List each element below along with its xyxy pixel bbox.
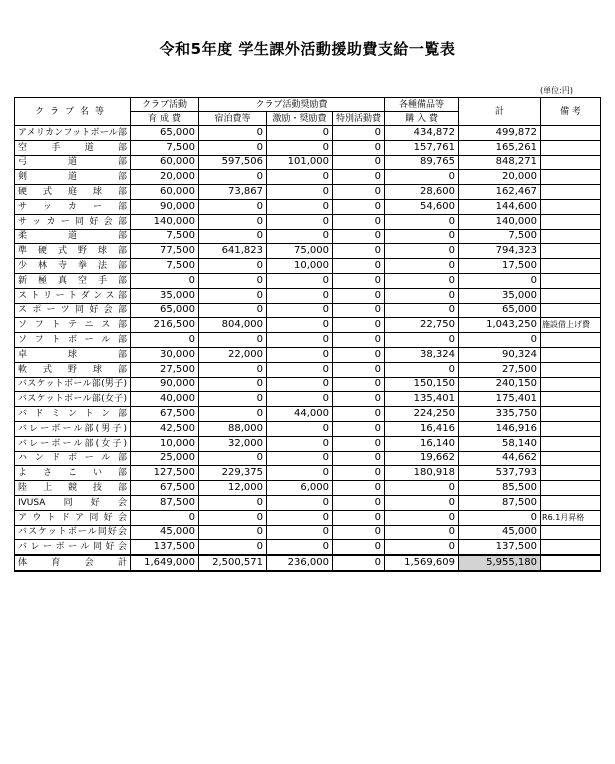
equipment-cell: 0 — [385, 273, 459, 288]
club-name-cell: バレーボール同好会 — [15, 540, 131, 555]
club-name-cell: 準硬式野球部 — [15, 244, 131, 259]
special-cell: 0 — [333, 510, 385, 525]
encourage-cell: 0 — [267, 436, 333, 451]
table-row — [15, 407, 601, 422]
equipment-cell: 434,872 — [385, 126, 459, 141]
special-cell: 0 — [333, 214, 385, 229]
total-cell: 137,500 — [459, 540, 541, 555]
total-activity-cell: 1,649,000 — [131, 555, 199, 571]
encourage-cell: 0 — [267, 451, 333, 466]
activity-cell: 0 — [131, 510, 199, 525]
header-equipment-top: 各種備品等 — [385, 98, 459, 112]
total-cell: 144,600 — [459, 199, 541, 214]
table-row — [15, 377, 601, 392]
equipment-cell: 22,750 — [385, 318, 459, 333]
grand-total-cell: 5,955,180 — [459, 555, 541, 571]
note-cell — [541, 140, 601, 155]
note-cell: R6.1月昇格 — [541, 510, 601, 525]
equipment-cell: 135,401 — [385, 392, 459, 407]
equipment-cell: 0 — [385, 525, 459, 540]
table-row — [15, 481, 601, 496]
special-cell: 0 — [333, 525, 385, 540]
note-cell — [541, 333, 601, 348]
equipment-cell: 19,662 — [385, 451, 459, 466]
encourage-cell: 6,000 — [267, 481, 333, 496]
encourage-cell: 0 — [267, 170, 333, 185]
header-club-name: クラブ名等 — [15, 98, 131, 126]
special-cell: 0 — [333, 495, 385, 510]
note-cell — [541, 407, 601, 422]
encourage-cell: 0 — [267, 347, 333, 362]
total-cell: 45,000 — [459, 525, 541, 540]
lodging-cell: 229,375 — [199, 466, 267, 481]
club-name-cell: ソフトテニス部 — [15, 318, 131, 333]
activity-cell: 65,000 — [131, 303, 199, 318]
special-cell: 0 — [333, 199, 385, 214]
total-cell: 35,000 — [459, 288, 541, 303]
note-cell — [541, 525, 601, 540]
table-row — [15, 214, 601, 229]
equipment-cell: 0 — [385, 510, 459, 525]
table-row — [15, 288, 601, 303]
equipment-cell: 180,918 — [385, 466, 459, 481]
table-row — [15, 259, 601, 274]
total-cell: 499,872 — [459, 126, 541, 141]
total-cell: 20,000 — [459, 170, 541, 185]
equipment-cell: 157,761 — [385, 140, 459, 155]
header-note: 備 考 — [541, 98, 601, 126]
note-cell — [541, 126, 601, 141]
activity-cell: 216,500 — [131, 318, 199, 333]
table-row — [15, 170, 601, 185]
equipment-cell: 16,416 — [385, 421, 459, 436]
club-name-cell: サッカー同好会部 — [15, 214, 131, 229]
special-cell: 0 — [333, 126, 385, 141]
activity-cell: 137,500 — [131, 540, 199, 555]
encourage-cell: 44,000 — [267, 407, 333, 422]
total-cell: 58,140 — [459, 436, 541, 451]
club-name-cell: 弓道部 — [15, 155, 131, 170]
special-cell: 0 — [333, 333, 385, 348]
header-total: 計 — [459, 98, 541, 126]
equipment-cell: 150,150 — [385, 377, 459, 392]
total-cell: 0 — [459, 510, 541, 525]
encourage-cell: 0 — [267, 540, 333, 555]
table-row — [15, 421, 601, 436]
club-name-cell: IVUSA同好会 — [15, 495, 131, 510]
special-cell: 0 — [333, 466, 385, 481]
note-cell — [541, 377, 601, 392]
total-cell: 335,750 — [459, 407, 541, 422]
activity-cell: 90,000 — [131, 199, 199, 214]
total-cell: 7,500 — [459, 229, 541, 244]
table-row — [15, 185, 601, 200]
equipment-cell: 54,600 — [385, 199, 459, 214]
activity-cell: 65,000 — [131, 126, 199, 141]
note-cell — [541, 481, 601, 496]
encourage-cell: 0 — [267, 303, 333, 318]
club-name-cell: バレーボール部(男子) — [15, 421, 131, 436]
encourage-cell: 0 — [267, 229, 333, 244]
equipment-cell: 0 — [385, 170, 459, 185]
header-activity-top: クラブ活動 — [131, 98, 199, 112]
activity-cell: 90,000 — [131, 377, 199, 392]
club-name-cell: 硬式庭球部 — [15, 185, 131, 200]
lodging-cell: 0 — [199, 229, 267, 244]
club-name-cell: よさこい部 — [15, 466, 131, 481]
activity-cell: 60,000 — [131, 185, 199, 200]
special-cell: 0 — [333, 540, 385, 555]
table-row — [15, 229, 601, 244]
special-cell: 0 — [333, 288, 385, 303]
table-row — [15, 199, 601, 214]
lodging-cell: 12,000 — [199, 481, 267, 496]
total-cell: 87,500 — [459, 495, 541, 510]
lodging-cell: 0 — [199, 140, 267, 155]
table-row — [15, 303, 601, 318]
table-row — [15, 525, 601, 540]
note-cell — [541, 436, 601, 451]
club-name-cell: 卓球部 — [15, 347, 131, 362]
lodging-cell: 0 — [199, 377, 267, 392]
total-encourage-cell: 236,000 — [267, 555, 333, 571]
table-row — [15, 126, 601, 141]
total-row — [15, 555, 601, 571]
lodging-cell: 0 — [199, 126, 267, 141]
club-name-cell: ソフトボール部 — [15, 333, 131, 348]
table-row — [15, 540, 601, 555]
activity-cell: 10,000 — [131, 436, 199, 451]
special-cell: 0 — [333, 259, 385, 274]
header-special: 特別活動費 — [333, 112, 385, 126]
table-row — [15, 244, 601, 259]
note-cell — [541, 495, 601, 510]
total-equipment-cell: 1,569,609 — [385, 555, 459, 571]
equipment-cell: 28,600 — [385, 185, 459, 200]
lodging-cell: 0 — [199, 525, 267, 540]
table-row — [15, 510, 601, 525]
equipment-cell: 0 — [385, 214, 459, 229]
club-name-cell: バスケットボール部(女子) — [15, 392, 131, 407]
total-cell: 240,150 — [459, 377, 541, 392]
club-name-cell: スポーツ同好会部 — [15, 303, 131, 318]
activity-cell: 7,500 — [131, 229, 199, 244]
allowance-table — [14, 97, 601, 572]
activity-cell: 40,000 — [131, 392, 199, 407]
club-name-cell: 柔道部 — [15, 229, 131, 244]
encourage-cell: 75,000 — [267, 244, 333, 259]
encourage-cell: 0 — [267, 318, 333, 333]
lodging-cell: 641,823 — [199, 244, 267, 259]
note-cell — [541, 244, 601, 259]
note-cell — [541, 273, 601, 288]
lodging-cell: 0 — [199, 199, 267, 214]
table-row — [15, 495, 601, 510]
header-aid-group: クラブ活動奨励費 — [199, 98, 385, 112]
club-name-cell: 軟式野球部 — [15, 362, 131, 377]
equipment-cell: 16,140 — [385, 436, 459, 451]
table-row — [15, 436, 601, 451]
encourage-cell: 0 — [267, 421, 333, 436]
header-row-1 — [15, 98, 601, 112]
note-cell: 施設借上げ費 — [541, 318, 601, 333]
special-cell: 0 — [333, 140, 385, 155]
encourage-cell: 0 — [267, 495, 333, 510]
total-cell: 85,500 — [459, 481, 541, 496]
activity-cell: 60,000 — [131, 155, 199, 170]
total-cell: 1,043,250 — [459, 318, 541, 333]
table-body — [15, 126, 601, 571]
activity-cell: 0 — [131, 273, 199, 288]
special-cell: 0 — [333, 451, 385, 466]
club-name-cell: 陸上競技部 — [15, 481, 131, 496]
special-cell: 0 — [333, 244, 385, 259]
total-lodging-cell: 2,500,571 — [199, 555, 267, 571]
special-cell: 0 — [333, 377, 385, 392]
total-special-cell: 0 — [333, 555, 385, 571]
note-cell — [541, 392, 601, 407]
equipment-cell: 89,765 — [385, 155, 459, 170]
total-cell: 27,500 — [459, 362, 541, 377]
total-name-cell: 体育会計 — [15, 555, 131, 571]
club-name-cell: アウトドア同好会 — [15, 510, 131, 525]
club-name-cell: 新極真空手部 — [15, 273, 131, 288]
total-cell: 65,000 — [459, 303, 541, 318]
encourage-cell: 0 — [267, 377, 333, 392]
note-cell — [541, 540, 601, 555]
activity-cell: 45,000 — [131, 525, 199, 540]
note-cell — [541, 421, 601, 436]
note-cell — [541, 170, 601, 185]
club-name-cell: ストリートダンス部 — [15, 288, 131, 303]
lodging-cell: 0 — [199, 362, 267, 377]
equipment-cell: 0 — [385, 540, 459, 555]
total-cell: 848,271 — [459, 155, 541, 170]
club-name-cell: バドミントン部 — [15, 407, 131, 422]
equipment-cell: 224,250 — [385, 407, 459, 422]
note-cell — [541, 214, 601, 229]
total-note-cell — [541, 555, 601, 571]
equipment-cell: 0 — [385, 333, 459, 348]
activity-cell: 42,500 — [131, 421, 199, 436]
total-cell: 146,916 — [459, 421, 541, 436]
unit-label: (単位:円) — [540, 86, 573, 95]
special-cell: 0 — [333, 392, 385, 407]
lodging-cell: 0 — [199, 303, 267, 318]
note-cell — [541, 199, 601, 214]
club-name-cell: 空手道部 — [15, 140, 131, 155]
encourage-cell: 0 — [267, 392, 333, 407]
special-cell: 0 — [333, 303, 385, 318]
lodging-cell: 804,000 — [199, 318, 267, 333]
total-cell: 0 — [459, 273, 541, 288]
table-row — [15, 392, 601, 407]
encourage-cell: 0 — [267, 288, 333, 303]
activity-cell: 7,500 — [131, 259, 199, 274]
special-cell: 0 — [333, 436, 385, 451]
equipment-cell: 0 — [385, 229, 459, 244]
encourage-cell: 101,000 — [267, 155, 333, 170]
encourage-cell: 10,000 — [267, 259, 333, 274]
encourage-cell: 0 — [267, 466, 333, 481]
total-cell: 0 — [459, 333, 541, 348]
lodging-cell: 0 — [199, 333, 267, 348]
activity-cell: 67,500 — [131, 407, 199, 422]
lodging-cell: 0 — [199, 273, 267, 288]
encourage-cell: 0 — [267, 333, 333, 348]
note-cell — [541, 155, 601, 170]
activity-cell: 27,500 — [131, 362, 199, 377]
activity-cell: 25,000 — [131, 451, 199, 466]
encourage-cell: 0 — [267, 126, 333, 141]
equipment-cell: 38,324 — [385, 347, 459, 362]
lodging-cell: 32,000 — [199, 436, 267, 451]
special-cell: 0 — [333, 481, 385, 496]
activity-cell: 20,000 — [131, 170, 199, 185]
lodging-cell: 0 — [199, 288, 267, 303]
lodging-cell: 0 — [199, 540, 267, 555]
encourage-cell: 0 — [267, 214, 333, 229]
club-name-cell: 剣道部 — [15, 170, 131, 185]
table-row — [15, 466, 601, 481]
lodging-cell: 0 — [199, 170, 267, 185]
special-cell: 0 — [333, 273, 385, 288]
equipment-cell: 0 — [385, 244, 459, 259]
equipment-cell: 0 — [385, 303, 459, 318]
total-cell: 140,000 — [459, 214, 541, 229]
note-cell — [541, 466, 601, 481]
activity-cell: 77,500 — [131, 244, 199, 259]
equipment-cell: 0 — [385, 362, 459, 377]
lodging-cell: 0 — [199, 495, 267, 510]
table-row — [15, 347, 601, 362]
note-cell — [541, 451, 601, 466]
activity-cell: 67,500 — [131, 481, 199, 496]
activity-cell: 30,000 — [131, 347, 199, 362]
equipment-cell: 0 — [385, 288, 459, 303]
club-name-cell: ハンドボール部 — [15, 451, 131, 466]
activity-cell: 7,500 — [131, 140, 199, 155]
header-lodging: 宿泊費等 — [199, 112, 267, 126]
club-name-cell: サッカー部 — [15, 199, 131, 214]
encourage-cell: 0 — [267, 140, 333, 155]
header-equipment-bottom: 購 入 費 — [385, 112, 459, 126]
note-cell — [541, 347, 601, 362]
lodging-cell: 73,867 — [199, 185, 267, 200]
encourage-cell: 0 — [267, 362, 333, 377]
encourage-cell: 0 — [267, 185, 333, 200]
header-encourage: 激励・奨励費 — [267, 112, 333, 126]
lodging-cell: 0 — [199, 214, 267, 229]
total-cell: 162,467 — [459, 185, 541, 200]
equipment-cell: 0 — [385, 481, 459, 496]
total-cell: 537,793 — [459, 466, 541, 481]
total-cell: 165,261 — [459, 140, 541, 155]
equipment-cell: 0 — [385, 495, 459, 510]
club-name-cell: バスケットボール同好会 — [15, 525, 131, 540]
club-name-cell: バスケットボール部(男子) — [15, 377, 131, 392]
special-cell: 0 — [333, 421, 385, 436]
note-cell — [541, 185, 601, 200]
special-cell: 0 — [333, 362, 385, 377]
club-name-cell: 少林寺拳法部 — [15, 259, 131, 274]
special-cell: 0 — [333, 185, 385, 200]
encourage-cell: 0 — [267, 199, 333, 214]
special-cell: 0 — [333, 229, 385, 244]
equipment-cell: 0 — [385, 259, 459, 274]
total-cell: 17,500 — [459, 259, 541, 274]
total-cell: 44,662 — [459, 451, 541, 466]
table-row — [15, 140, 601, 155]
table-row — [15, 273, 601, 288]
club-name-cell: アメリカンフットボール部 — [15, 126, 131, 141]
lodging-cell: 597,506 — [199, 155, 267, 170]
lodging-cell: 0 — [199, 392, 267, 407]
page-title: 令和5年度 学生課外活動援助費支給一覧表 — [159, 40, 456, 58]
activity-cell: 87,500 — [131, 495, 199, 510]
lodging-cell: 0 — [199, 259, 267, 274]
lodging-cell: 22,000 — [199, 347, 267, 362]
special-cell: 0 — [333, 170, 385, 185]
total-cell: 90,324 — [459, 347, 541, 362]
lodging-cell: 0 — [199, 451, 267, 466]
total-cell: 794,323 — [459, 244, 541, 259]
activity-cell: 127,500 — [131, 466, 199, 481]
header-activity-bottom: 育 成 費 — [131, 112, 199, 126]
activity-cell: 35,000 — [131, 288, 199, 303]
lodging-cell: 0 — [199, 510, 267, 525]
table-row — [15, 155, 601, 170]
special-cell: 0 — [333, 318, 385, 333]
note-cell — [541, 288, 601, 303]
activity-cell: 0 — [131, 333, 199, 348]
club-name-cell: バレーボール部(女子) — [15, 436, 131, 451]
table-row — [15, 451, 601, 466]
encourage-cell: 0 — [267, 525, 333, 540]
lodging-cell: 0 — [199, 407, 267, 422]
special-cell: 0 — [333, 155, 385, 170]
special-cell: 0 — [333, 407, 385, 422]
lodging-cell: 88,000 — [199, 421, 267, 436]
activity-cell: 140,000 — [131, 214, 199, 229]
table-row — [15, 318, 601, 333]
note-cell — [541, 303, 601, 318]
table-row — [15, 333, 601, 348]
encourage-cell: 0 — [267, 510, 333, 525]
note-cell — [541, 229, 601, 244]
total-cell: 175,401 — [459, 392, 541, 407]
special-cell: 0 — [333, 347, 385, 362]
note-cell — [541, 362, 601, 377]
encourage-cell: 0 — [267, 273, 333, 288]
table-row — [15, 362, 601, 377]
note-cell — [541, 259, 601, 274]
